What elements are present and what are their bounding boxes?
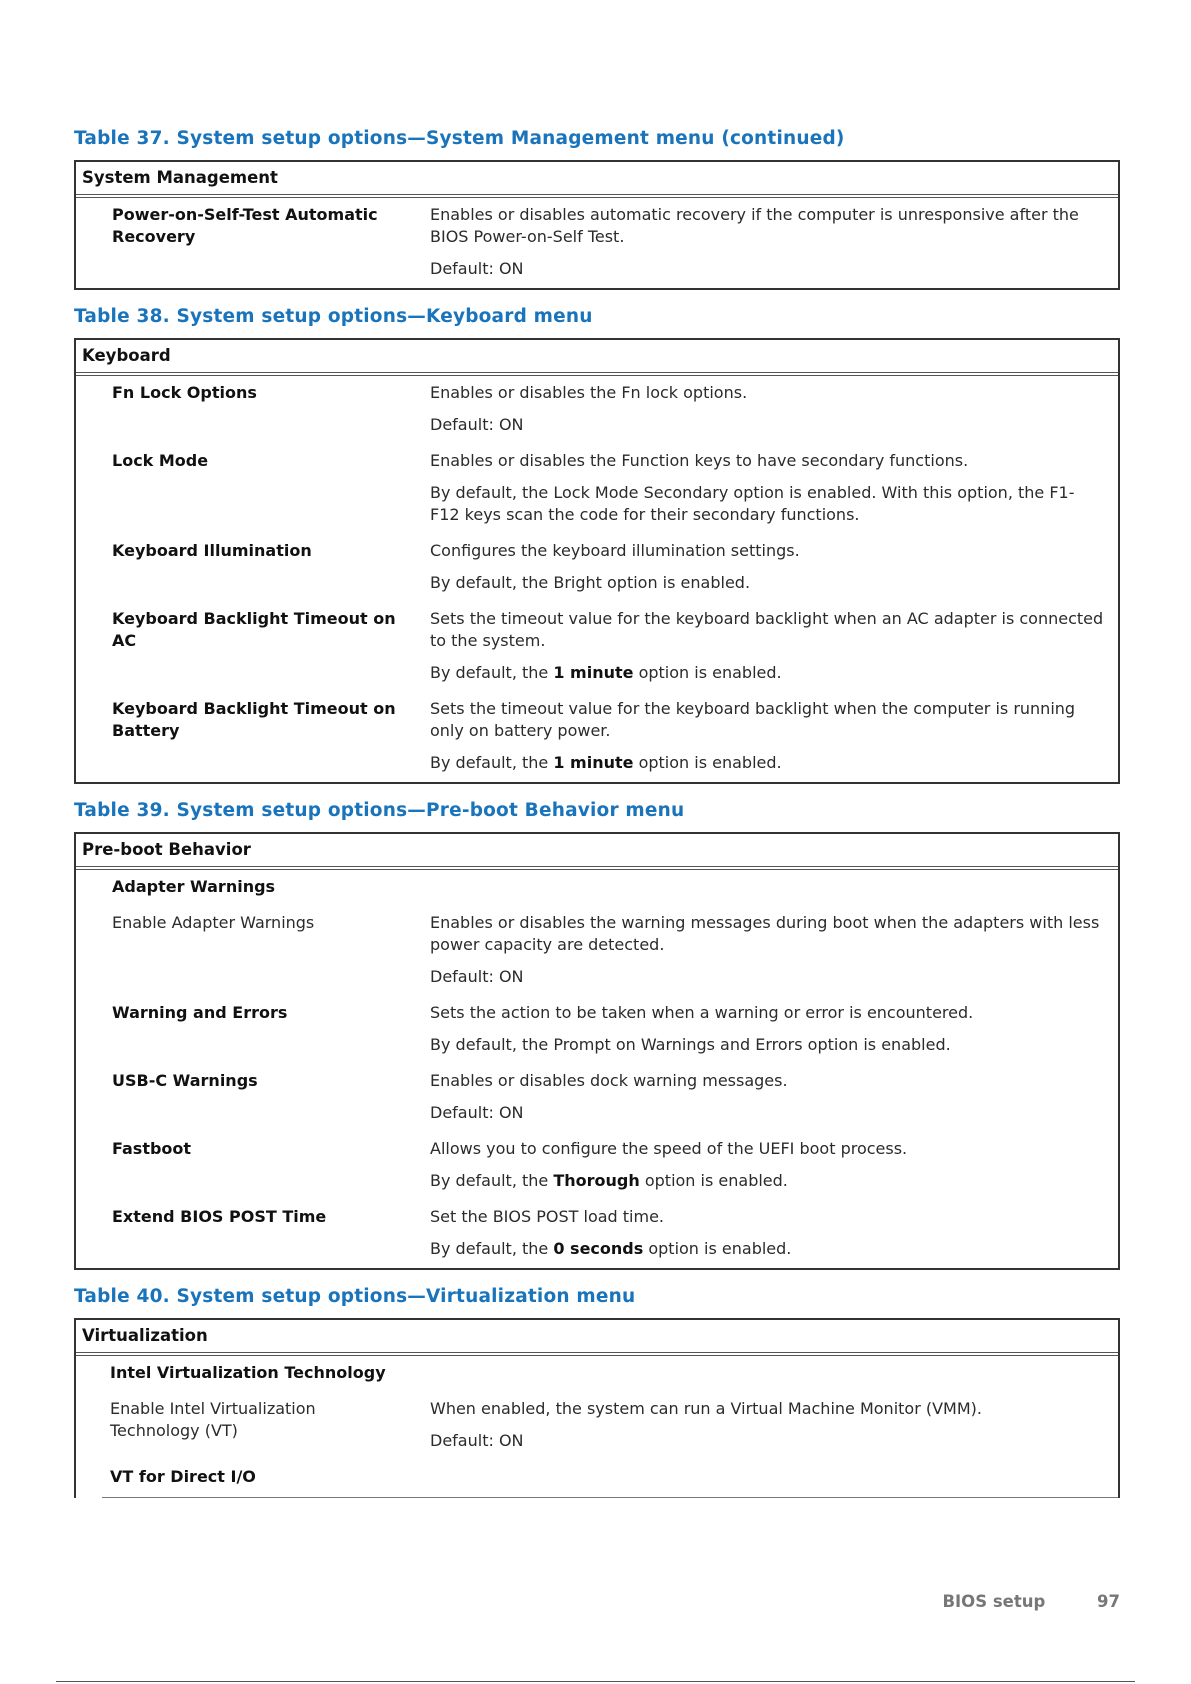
- page-footer: [942, 1592, 1120, 1611]
- footer-section-title: BIOS setup: [942, 1592, 1046, 1611]
- table-38-header: Keyboard: [76, 340, 1118, 373]
- table-40-caption: Table 40. System setup options—Virtualization menu: [74, 1286, 636, 1307]
- table-37: [74, 160, 1120, 290]
- option-name: Warning and Errors: [112, 1003, 288, 1022]
- table-row: [76, 450, 1118, 526]
- table-row: [76, 698, 1118, 774]
- table-37-caption: Table 37. System setup options—System Management menu (continued): [74, 128, 845, 149]
- option-name: Power-on-Self-Test Automatic Recovery: [112, 205, 378, 246]
- table-row: [76, 912, 1118, 988]
- option-name: Enable Adapter Warnings: [112, 913, 315, 932]
- table-row: [76, 876, 1118, 898]
- table-40-header: Virtualization: [76, 1320, 1118, 1353]
- table-39-header: Pre-boot Behavior: [76, 834, 1118, 867]
- table-row: [76, 1138, 1118, 1192]
- option-group-name: Intel Virtualization Technology: [110, 1363, 386, 1382]
- option-description: When enabled, the system can run a Virtual Machine Monitor (VMM). Default: ON: [430, 1399, 982, 1450]
- option-group-name: Adapter Warnings: [112, 877, 276, 896]
- table-row: [76, 1206, 1118, 1260]
- table-39-caption: Table 39. System setup options—Pre-boot Behavior menu: [74, 800, 685, 821]
- option-name: Keyboard Backlight Timeout on AC: [112, 609, 396, 650]
- table-40: [74, 1318, 1120, 1498]
- table-row: [76, 1070, 1118, 1124]
- table-row: [76, 540, 1118, 594]
- table-row: [76, 1362, 1118, 1384]
- option-name: Keyboard Backlight Timeout on Battery: [112, 699, 396, 740]
- page-number: 97: [1097, 1592, 1120, 1611]
- option-description: Configures the keyboard illumination settings. By default, the Bright option is enabled.: [430, 541, 800, 592]
- option-name: Lock Mode: [112, 451, 209, 470]
- table-row: [76, 1466, 1118, 1488]
- option-name: Fn Lock Options: [112, 383, 257, 402]
- footer-rule: [56, 1681, 1135, 1682]
- option-description: Sets the action to be taken when a warning or error is encountered. By default, the Prompt on Warnings and Errors option is enabled.: [430, 1003, 974, 1054]
- option-description: Enables or disables the Fn lock options. Default: ON: [430, 383, 748, 434]
- table-row: [76, 382, 1118, 436]
- table-37-header: System Management: [76, 162, 1118, 195]
- option-description: Sets the timeout value for the keyboard backlight when an AC adapter is connected to the system. By default, the 1 minute option is enabled.: [430, 609, 1104, 682]
- option-description: Sets the timeout value for the keyboard backlight when the computer is running only on battery power. By default, the 1 minute option is enabled.: [430, 699, 1076, 772]
- option-description: Allows you to configure the speed of the UEFI boot process. By default, the Thorough option is enabled.: [430, 1139, 908, 1190]
- table-row: [76, 1398, 1118, 1452]
- option-group-name: VT for Direct I/O: [110, 1467, 256, 1486]
- table-39: [74, 832, 1120, 1270]
- table-38-caption: Table 38. System setup options—Keyboard menu: [74, 306, 593, 327]
- option-name: USB-C Warnings: [112, 1071, 258, 1090]
- option-name: Extend BIOS POST Time: [112, 1207, 327, 1226]
- document-page: [74, 128, 1120, 1498]
- option-description: Enables or disables dock warning messages. Default: ON: [430, 1071, 788, 1122]
- option-description: Set the BIOS POST load time. By default, the 0 seconds option is enabled.: [430, 1207, 792, 1258]
- table-row: [76, 204, 1118, 280]
- option-name: Fastboot: [112, 1139, 192, 1158]
- option-name: Keyboard Illumination: [112, 541, 312, 560]
- option-description: Enables or disables the warning messages during boot when the adapters with less power capacity are detected. Default: ON: [430, 913, 1100, 986]
- option-name: Enable Intel Virtualization Technology (VT): [110, 1399, 316, 1440]
- option-description: Enables or disables automatic recovery if the computer is unresponsive after the BIOS Power-on-Self Test. Default: ON: [430, 205, 1079, 278]
- table-38: [74, 338, 1120, 784]
- table-row: [76, 1002, 1118, 1056]
- table-row: [76, 608, 1118, 684]
- option-description: Enables or disables the Function keys to have secondary functions. By default, the Lock Mode Secondary option is enabled. With this option, the F1-F12 keys scan the code for their secondary functions.: [430, 451, 1075, 524]
